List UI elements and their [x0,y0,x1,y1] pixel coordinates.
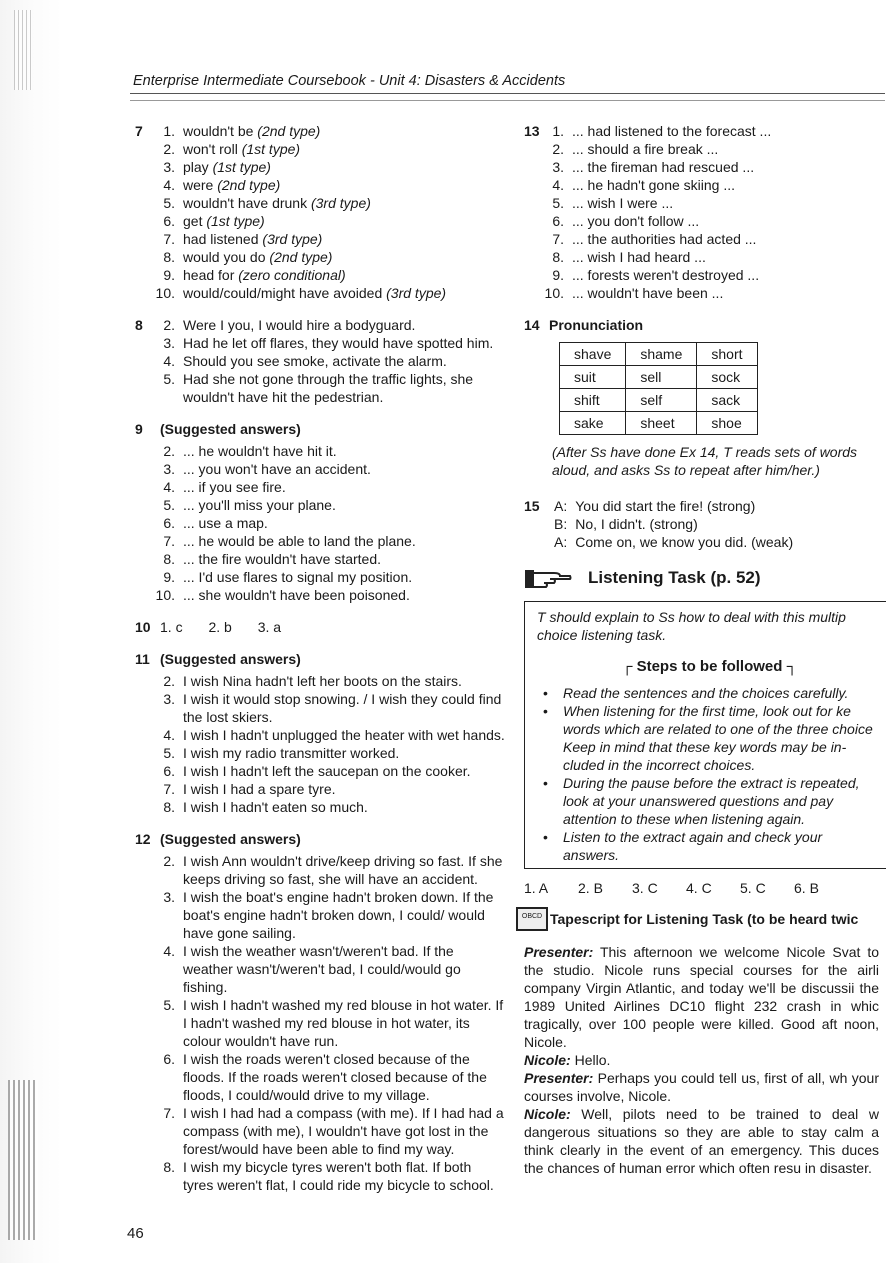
item-text: I wish the roads weren't closed because of the floods. If the roads weren't closed because of the floods, I could/would drive to my village. [183,1051,487,1103]
item-number: 8. [552,249,564,265]
item-text: had listened [183,231,263,247]
list-item [524,284,886,302]
exercise-heading: (Suggested answers) [160,831,301,847]
exercise-14 [524,316,886,479]
item-number: 7. [163,1105,175,1121]
item-number: 2. [163,443,175,459]
item-text: wouldn't have drunk [183,195,311,211]
speaker: Presenter: [524,944,594,960]
item-text: I wish I hadn't eaten so much. [183,799,368,815]
exercise-number: 8 [135,317,143,333]
item-number: 8. [163,1159,175,1175]
speaker: A: [554,498,568,514]
table-cell: shoe [697,412,757,435]
item-number: 3. [163,335,175,351]
list-item [135,514,505,532]
list-item [524,230,886,248]
item-number: 5. [163,997,175,1013]
item-text: I wish I hadn't washed my red blouse in hot water. If I hadn't washed my red blouse in hot water, its colour wouldn't have run. [183,997,504,1049]
list-item [135,726,505,744]
dialog-text: You did start the fire! (strong) [575,498,756,514]
item-text: ... the fireman had rescued ... [572,159,755,175]
item-text: Were I you, I would hire a bodyguard. [183,317,416,333]
table-cell: sake [560,412,626,435]
item-number: 8. [163,799,175,815]
item-text: ... you'll miss your plane. [183,497,336,513]
item-text: I wish Ann wouldn't drive/keep driving so fast. If she keeps driving so fast, she will have an accident. [183,853,503,887]
list-item [524,212,886,230]
list-item [135,586,505,604]
list-item [135,1158,505,1194]
exercise-number: 9 [135,421,143,437]
list-item [135,122,505,140]
listening-task-title: Listening Task (p. 52) [588,568,761,587]
item-number: 1. [552,123,564,139]
exercise-number: 11 [135,651,150,667]
list-item [135,496,505,514]
table-cell: self [626,389,697,412]
list-item [135,780,505,798]
item-text: I wish I hadn't left the saucepan on the cooker. [183,763,471,779]
speaker: Presenter: [524,1070,594,1086]
item-number: 6. [163,1051,175,1067]
item-text: I wish Nina hadn't left her boots on the stairs. [183,673,462,689]
item-text: ... wish I had heard ... [572,249,706,265]
list-item [135,798,505,816]
item-number: 8. [163,551,175,567]
scan-edge [0,0,62,1263]
item-text: were [183,177,218,193]
item-number: 5. [163,195,175,211]
speaker: Nicole: [524,1106,571,1122]
item-text: ... wouldn't have been ... [572,285,724,301]
speaker: Nicole: [524,1052,571,1068]
list-item [135,266,505,284]
item-text: ... the fire wouldn't have started. [183,551,382,567]
right-column [521,122,886,1177]
item-text: I wish my bicycle tyres weren't both flat. If both tyres weren't flat, I could ride my bicycle to school. [183,1159,494,1193]
step-item: • Listen to the extract again and check your answers. [537,828,882,864]
item-text: play [183,159,213,175]
item-text: get [183,213,207,229]
list-item [135,690,505,726]
step-item: • During the pause before the extract is repeated, look at your unanswered questions and pay attention to these when listening again. [537,774,882,828]
tapescript-heading [516,907,886,931]
item-note: (1st type) [206,213,265,229]
exercise-number: 7 [135,123,143,139]
exercise-11 [135,650,505,816]
item-text: I wish the boat's engine hadn't broken down. If the boat's engine hadn't broken down, I could/ would have gone sailing. [183,889,494,941]
list-item [524,122,886,140]
table-row [560,366,758,389]
item-text: ... he would be able to land the plane. [183,533,416,549]
answer: 2. B [578,880,603,896]
item-text: ... the authorities had acted ... [572,231,757,247]
item-number: 3. [163,889,175,905]
item-text: ... he hadn't gone skiing ... [572,177,736,193]
exercise-12 [135,830,505,1194]
item-number: 2. [163,317,175,333]
item-text: ... should a fire break ... [572,141,719,157]
item-number: 4. [163,943,175,959]
table-cell: sheet [626,412,697,435]
list-item [135,568,505,586]
instruction-text: T should explain to Ss how to deal with this multip [537,609,846,625]
answer: 6. B [794,880,819,896]
table-cell: suit [560,366,626,389]
list-item [135,852,505,888]
item-text: would/could/might have avoided [183,285,387,301]
speaker: A: [554,534,568,550]
item-number: 4. [163,353,175,369]
script-text: This afternoon we welcome Nicole Svat to the studio. Nicole runs special courses for the airli company Virgin Atlantic, and today we'll be discussii the 1989 United Airlines DC10 flight 232 crash in whic tragically, over 100 people were killed. Good aft noon, Nicole. [524,944,879,1050]
cd-icon: OBCD [516,907,548,931]
list-item [135,230,505,248]
item-text: I wish I hadn't unplugged the heater with wet hands. [183,727,505,743]
list-item [524,266,886,284]
item-number: 5. [552,195,564,211]
script-text: Well, pilots need to be trained to deal w dangerous situations so they are able to stay calm a think clearly in the event of an emergency. This duces the chances of human error which often resu in disaster. [524,1106,879,1176]
item-number: 7. [552,231,564,247]
speaker: B: [554,516,568,532]
table-row [560,343,758,366]
steps-heading: ┌ Steps to be followed ┐ [621,658,798,675]
tapescript-text [524,943,879,1177]
answer: 3. C [632,880,658,896]
item-text: wouldn't be [183,123,258,139]
item-number: 10. [544,285,564,301]
list-item [135,744,505,762]
list-item [135,194,505,212]
item-number: 3. [163,691,175,707]
item-text: I wish I had a spare tyre. [183,781,336,797]
header-rule-secondary [130,100,885,101]
list-item [524,194,886,212]
item-number: 5. [163,371,175,387]
list-item [135,352,505,370]
exercise-8 [135,316,505,406]
item-number: 2. [163,853,175,869]
left-column [135,122,505,1208]
pointing-hand-icon [524,565,572,591]
table-cell: shift [560,389,626,412]
script-line [524,1105,879,1177]
item-number: 10. [155,285,175,301]
exercise-10 [135,618,505,636]
list-item [135,176,505,194]
item-number: 7. [163,533,175,549]
exercise-heading: (Suggested answers) [160,421,301,437]
list-item [135,460,505,478]
list-item [135,140,505,158]
item-note: (3rd type) [386,285,447,301]
pronunciation-table [559,342,758,435]
table-cell: shame [626,343,697,366]
item-number: 3. [163,159,175,175]
steps-title: Steps to be followed [636,658,783,675]
item-text: Should you see smoke, activate the alarm. [183,353,447,369]
list-item [135,284,505,302]
item-text: Had she not gone through the traffic lights, she wouldn't have hit the pedestrian. [183,371,474,405]
item-text: ... wish I were ... [572,195,674,211]
step-item: • When listening for the first time, look out for ke words which are related to one of the three choice Keep in mind that these key words may be in- cluded in the incorrect choices. [537,702,882,774]
list-item [135,316,505,334]
list-item [135,158,505,176]
dialog-text: Come on, we know you did. (weak) [575,534,794,550]
dialog-line [524,497,886,515]
item-note: (zero conditional) [238,267,346,283]
item-number: 9. [163,569,175,585]
list-item [135,1050,505,1104]
exercise-15 [524,497,886,551]
item-text: I wish I had had a compass (with me). If I had had a compass (with me), I wouldn't have got lost in the forest/would have been able to find my way. [183,1105,504,1157]
answer: 3. a [257,619,282,635]
item-text: ... you don't follow ... [572,213,700,229]
exercise-10-answers [135,618,505,636]
list-item [524,176,886,194]
item-number: 9. [163,267,175,283]
table-cell: short [697,343,757,366]
answer: 2. b [208,619,232,635]
item-note: (2nd type) [257,123,321,139]
item-number: 6. [552,213,564,229]
item-text: would you do [183,249,270,265]
item-number: 5. [163,745,175,761]
item-text: head for [183,267,239,283]
item-number: 4. [163,479,175,495]
item-number: 4. [163,727,175,743]
item-number: 6. [163,213,175,229]
item-text: ... you won't have an accident. [183,461,371,477]
item-text: ... she wouldn't have been poisoned. [183,587,410,603]
item-text: ... forests weren't destroyed ... [572,267,760,283]
item-number: 7. [163,231,175,247]
scan-artifact-top [14,10,32,90]
list-item [524,140,886,158]
exercise-number: 14 [524,317,540,333]
item-note: (2nd type) [269,249,333,265]
exercise-number: 10 [135,619,151,635]
page-number: 46 [127,1225,144,1242]
list-item [135,370,505,406]
listening-instructions-box [524,601,886,869]
item-note: (1st type) [241,141,301,157]
table-row [560,412,758,435]
list-item [135,532,505,550]
item-number: 2. [163,673,175,689]
exercise-number: 13 [524,123,540,139]
table-cell: shave [560,343,626,366]
item-number: 8. [163,249,175,265]
item-number: 3. [552,159,564,175]
item-number: 1. [163,123,175,139]
table-row [560,389,758,412]
item-text: ... if you see fire. [183,479,286,495]
item-number: 6. [163,515,175,531]
dialog-text: No, I didn't. (strong) [575,516,698,532]
item-number: 5. [163,497,175,513]
item-number: 3. [163,461,175,477]
list-item [135,942,505,996]
page-header: Enterprise Intermediate Coursebook - Unit 4: Disasters & Accidents [133,73,566,89]
item-number: 6. [163,763,175,779]
list-item [135,762,505,780]
list-item [135,478,505,496]
dialog-line [524,515,886,533]
item-text: I wish the weather wasn't/weren't bad. If the weather wasn't/weren't bad, I could/would go fishing. [183,943,461,995]
list-item [135,442,505,460]
step-item: • Read the sentences and the choices carefully. [537,684,882,702]
item-text: ... he wouldn't have hit it. [183,443,337,459]
exercise-number: 12 [135,831,151,847]
header-rule [130,93,885,94]
script-text: Hello. [574,1052,611,1068]
item-note: (3rd type) [310,195,371,211]
answer: 1. c [160,619,183,635]
answer: 1. A [524,880,549,896]
list-item [135,248,505,266]
item-number: 9. [552,267,564,283]
item-text: ... had listened to the forecast ... [572,123,772,139]
exercise-7 [135,122,505,302]
exercise-13 [524,122,886,302]
script-line [524,1051,879,1069]
listening-answers [524,879,886,897]
item-note: (1st type) [212,159,271,175]
table-cell: sack [697,389,757,412]
list-item [135,334,505,352]
item-text: won't roll [183,141,242,157]
script-line [524,943,879,1051]
item-number: 4. [163,177,175,193]
table-cell: sock [697,366,757,389]
tapescript-title: Tapescript for Listening Task (to be heard twic [550,911,859,927]
item-text: ... use a map. [183,515,268,531]
exercise-heading: (Suggested answers) [160,651,301,667]
item-note: (2nd type) [217,177,281,193]
item-text: ... I'd use flares to signal my position. [183,569,413,585]
list-item [524,158,886,176]
table-cell: sell [626,366,697,389]
item-number: 7. [163,781,175,797]
exercise-9 [135,420,505,604]
item-number: 2. [552,141,564,157]
item-number: 4. [552,177,564,193]
list-item [135,212,505,230]
item-text: I wish it would stop snowing. / I wish they could find the lost skiers. [183,691,502,725]
list-item [135,1104,505,1158]
instruction-text: choice listening task. [537,627,667,643]
item-note: (3rd type) [262,231,323,247]
dialog-line [524,533,886,551]
item-text: Had he let off flares, they would have spotted him. [183,335,494,351]
list-item [135,672,505,690]
answer: 5. C [740,880,766,896]
script-text: Perhaps you could tell us, first of all, wh your courses involve, Nicole. [524,1070,879,1104]
list-item [135,996,505,1050]
exercise-heading: Pronunciation [549,317,644,333]
exercise-number: 15 [524,498,540,514]
list-item [135,550,505,568]
listening-task-heading [524,565,886,591]
item-number: 2. [163,141,175,157]
teacher-note: (After Ss have done Ex 14, T reads sets of words aloud, and asks Ss to repeat after him/her.) [552,444,858,478]
scan-artifact [8,1080,38,1240]
list-item [524,248,886,266]
item-text: I wish my radio transmitter worked. [183,745,400,761]
item-number: 10. [155,587,175,603]
list-item [135,888,505,942]
script-line [524,1069,879,1105]
answer: 4. C [686,880,712,896]
